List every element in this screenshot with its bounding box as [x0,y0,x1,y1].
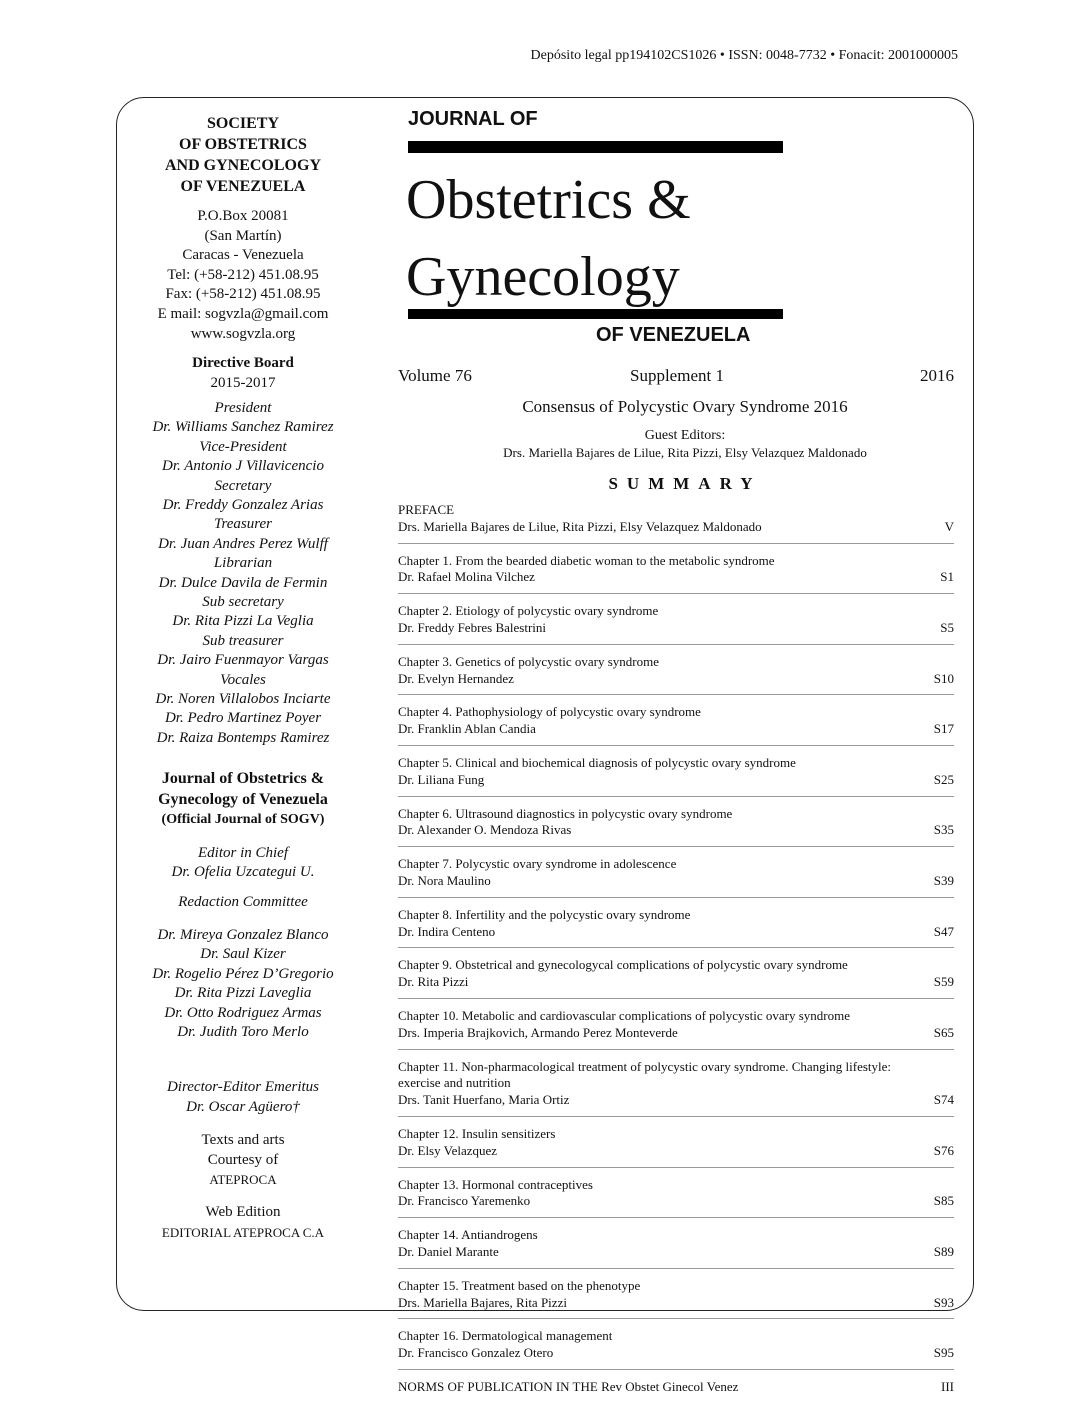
toc-entry-title: PREFACE [398,502,455,517]
toc-entry-page: S17 [933,721,954,737]
toc-entry [398,806,954,848]
toc-entry-page: S39 [933,872,954,888]
supplement: Supplement 1 [630,366,724,385]
summary-heading: SUMMARY [608,474,762,493]
toc-entry-authors: Dr. Alexander O. Mendoza Rivas [398,822,572,838]
toc-entry-authors: Dr. Freddy Febres Balestrini [398,619,547,635]
toc-entry-title: Chapter 4. Pathophysiology of polycystic ovary syndrome [398,704,701,720]
toc-entry-authors: Drs. Mariella Bajares de Lilue, Rita Pizzi, Elsy Velazquez Maldonado [398,518,762,534]
toc-entry-page: S59 [933,974,954,990]
toc-entry-page: S95 [933,1345,954,1361]
guest-editors [398,427,972,461]
toc-entry [398,1278,954,1320]
toc-entry-authors: Dr. Liliana Fung [398,771,485,787]
editor-name: Dr. Ofelia Uzcategui U. [171,864,315,881]
toc-entry-page: S35 [933,822,954,838]
toc-entry-title: Chapter 11. Non-pharmacological treatment of polycystic ovary syndrome. Changing lifestyle: exercise and nutrition [398,1058,892,1091]
toc-entry-title: Chapter 1. From the bearded diabetic woman to the metabolic syndrome [398,552,775,568]
society-website: www.sogvzla.org [190,325,296,342]
toc-entry-authors: Dr. Elsy Velazquez [398,1142,498,1158]
toc-entry-page: S74 [933,1092,954,1108]
masthead-top-rule [408,141,783,153]
masthead-title-line2: Gynecology [406,246,680,308]
toc-entry-title: Chapter 15. Treatment based on the phenotype [398,1277,641,1293]
toc-entry-title: Chapter 2. Etiology of polycystic ovary syndrome [398,603,659,619]
board-roles: President Dr. Williams Sanchez Ramirez Vice-President Dr. Antonio J Villavicencio Secretary Dr. Freddy Gonzalez Arias Treasurer Dr. Juan Andres Perez Wulff Librarian Dr. Dulce Davila de Fermin Sub secretary Dr. Rita Pizzi La Veglia Sub treasurer Dr. Jairo Fuenmayor Vargas Vocales Dr. Noren Villalobos Inciarte Dr. Pedro Martinez Poyer Dr. Raiza Bontemps Ramirez [152,399,334,746]
toc-entry-title: Chapter 9. Obstetrical and gynecologycal complications of polycystic ovary syndrome [398,957,848,973]
journal-of-label: JOURNAL OF [408,108,538,130]
toc-entry-title: NORMS OF PUBLICATION IN THE Rev Obstet Ginecol Venez [398,1378,739,1394]
board-title: Directive Board [192,355,294,372]
toc-entry-authors: Dr. Indira Centeno [398,923,496,939]
toc-entry-authors: Dr. Francisco Yaremenko [398,1193,531,1209]
toc-entry [398,856,954,898]
toc-entry-authors: Dr. Evelyn Hernandez [398,670,514,686]
toc-entry-authors: Drs. Mariella Bajares, Rita Pizzi [398,1294,567,1310]
editor-role: Editor in Chief [198,844,288,861]
emeritus-role: Director-Editor Emeritus [166,1079,320,1096]
toc-entry-page: V [944,518,954,534]
toc-entry [398,704,954,746]
of-venezuela-label: OF VENEZUELA [596,324,751,346]
toc-entry [398,1008,954,1050]
toc-entry-title: Chapter 6. Ultrasound diagnostics in polycystic ovary syndrome [398,805,733,821]
toc-entry [398,1328,954,1370]
toc-entry [398,603,954,645]
masthead-title-line1: Obstetrics & [406,169,691,231]
toc-entry [398,502,954,544]
society-email: E mail: sogvzla@gmail.com [157,305,329,322]
toc-entry [398,553,954,595]
toc-entry-page: S76 [933,1142,954,1158]
texts-and-arts: Texts and arts Courtesy of ATEPROCA [201,1132,285,1187]
web-publisher: EDITORIAL ATEPROCA C.A [161,1224,325,1240]
toc-entry-page: S25 [933,771,954,787]
society-address: P.O.Box 20081 (San Martín) Caracas - Venezuela Tel: (+58-212) 451.08.95 Fax: (+58-212) 451.08.95 E mail: sogvzla@gmail.com www.sogvzla.org [118,207,368,344]
toc-entry-page: III [941,1378,954,1394]
toc-entry-title: Chapter 10. Metabolic and cardiovascular complications of polycystic ovary syndrome [398,1007,850,1023]
toc-entry [398,907,954,949]
toc-entry [398,1059,954,1117]
toc-entry-authors: Drs. Tanit Huerfano, Maria Ortiz [398,1092,570,1108]
committee-list: Dr. Mireya Gonzalez Blanco Dr. Saul Kizer Dr. Rogelio Pérez D’Gregorio Dr. Rita Pizzi Laveglia Dr. Otto Rodriguez Armas Dr. Judith Toro Merlo [152,926,334,1040]
year: 2016 [920,366,954,385]
volume: Volume 76 [398,366,472,385]
toc-entry-page: S89 [933,1243,954,1259]
toc-entry-title: Chapter 12. Insulin sensitizers [398,1125,556,1141]
toc-entry-authors: Dr. Franklin Ablan Candia [398,721,536,737]
toc-entry-title: Chapter 7. Polycystic ovary syndrome in adolescence [398,856,677,872]
toc-entry-page: S5 [940,619,954,635]
toc-entry-page: S47 [933,923,954,939]
issue-theme: Consensus of Polycystic Ovary Syndrome 2016 [522,397,848,416]
toc-entry [398,755,954,797]
emeritus-name: Dr. Oscar Agüero† [186,1098,300,1115]
toc-entry [398,1379,954,1403]
guest-editors-names: Drs. Mariella Bajares de Lilue, Rita Pizzi, Elsy Velazquez Maldonado [503,445,867,460]
journal-box-subtitle: (Official Journal of SOGV) [161,812,325,828]
toc-entry-title: Chapter 3. Genetics of polycystic ovary syndrome [398,653,660,669]
toc-entry-authors: Drs. Imperia Brajkovich, Armando Perez Monteverde [398,1024,678,1040]
toc-entry-authors: Dr. Daniel Marante [398,1243,499,1259]
masthead-bottom-rule [408,309,783,319]
journal-box-title: Journal of Obstetrics & Gynecology of Venezuela [158,770,328,809]
toc-entry-page: S93 [933,1294,954,1310]
toc-entry [398,957,954,999]
toc-entry-authors: Dr. Rita Pizzi [398,974,469,990]
left-column [118,113,368,1242]
toc-entry [398,654,954,696]
toc-entry-page: S85 [933,1193,954,1209]
toc-entry-page: S1 [940,569,954,585]
toc-entry-title: Chapter 13. Hormonal contraceptives [398,1176,593,1192]
toc-entry [398,1227,954,1269]
web-edition-label: Web Edition [205,1204,281,1221]
guest-editors-label: Guest Editors: [644,428,726,443]
society-name: SOCIETY OF OBSTETRICS AND GYNECOLOGY OF VENEZUELA [164,115,321,195]
toc-entry-authors: Dr. Nora Maulino [398,872,491,888]
toc-entry-title: Chapter 14. Antiandrogens [398,1227,538,1243]
toc-entry-authors: Dr. Francisco Gonzalez Otero [398,1345,554,1361]
toc-entry [398,1126,954,1168]
legal-deposit-line: Depósito legal pp194102CS1026 • ISSN: 0048-7732 • Fonacit: 2001000005 [530,48,958,63]
toc-entry-page: S65 [933,1024,954,1040]
toc-entry-title: Chapter 16. Dermatological management [398,1328,613,1344]
table-of-contents [398,502,954,1408]
toc-entry [398,1177,954,1219]
toc-entry-title: Chapter 8. Infertility and the polycystic ovary syndrome [398,906,691,922]
committee-title: Redaction Committee [178,893,308,910]
toc-entry-title: Chapter 5. Clinical and biochemical diagnosis of polycystic ovary syndrome [398,754,796,770]
board-years: 2015-2017 [210,374,276,391]
toc-entry-page: S10 [933,670,954,686]
toc-entry-authors: Dr. Rafael Molina Vilchez [398,569,535,585]
